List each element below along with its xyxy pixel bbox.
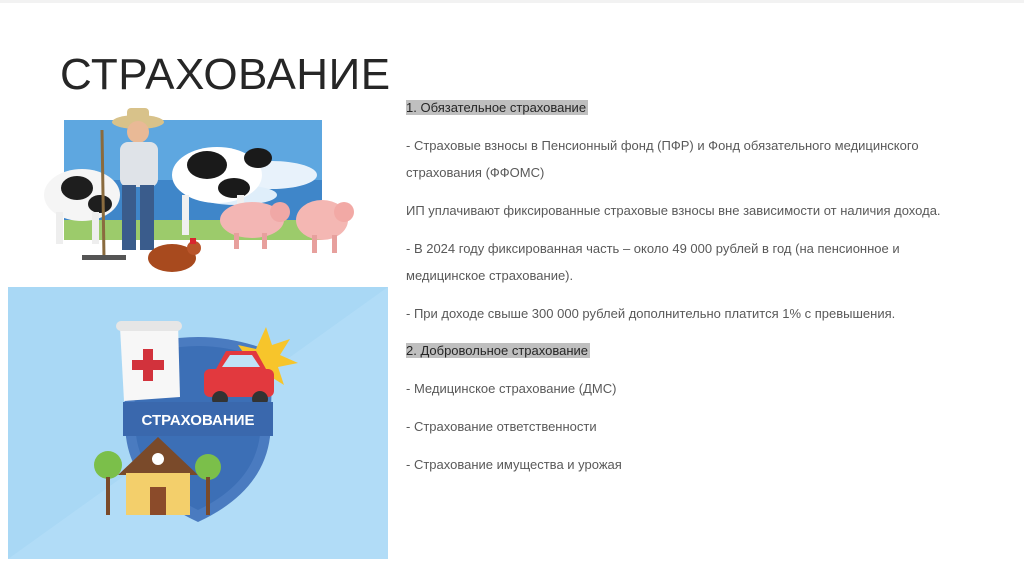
list-item: - Страхование ответственности — [406, 419, 597, 434]
list-item: - Медицинское страхование (ДМС) — [406, 381, 617, 396]
slide-title: СТРАХОВАНИЕ — [60, 50, 391, 99]
section-heading-mandatory — [406, 100, 588, 115]
farmer-with-animals-image — [22, 100, 377, 285]
section-heading-voluntary — [406, 343, 590, 358]
paragraph-line: - В 2024 году фиксированная часть – около 49 000 рублей в год (на пенсионное и — [406, 241, 900, 256]
heading-highlight: 1. Обязательное страхование — [406, 100, 587, 115]
insurance-shield-image — [8, 287, 388, 559]
paragraph-line: страхования (ФФОМС) — [406, 165, 545, 180]
paragraph-line: - При доходе свыше 300 000 рублей дополнительно платится 1% с превышения. — [406, 306, 896, 321]
top-border — [0, 0, 1024, 3]
heading-highlight: 2. Добровольное страхование — [406, 343, 589, 358]
paragraph-line: медицинское страхование). — [406, 268, 574, 283]
insurance-label: СТРАХОВАНИЕ — [141, 412, 255, 429]
paragraph-line: - Страховые взносы в Пенсионный фонд (ПФР) и Фонд обязательного медицинского — [406, 138, 919, 153]
list-item: - Страхование имущества и урожая — [406, 457, 622, 472]
paragraph-line: ИП уплачивают фиксированные страховые взносы вне зависимости от наличия дохода. — [406, 203, 941, 218]
